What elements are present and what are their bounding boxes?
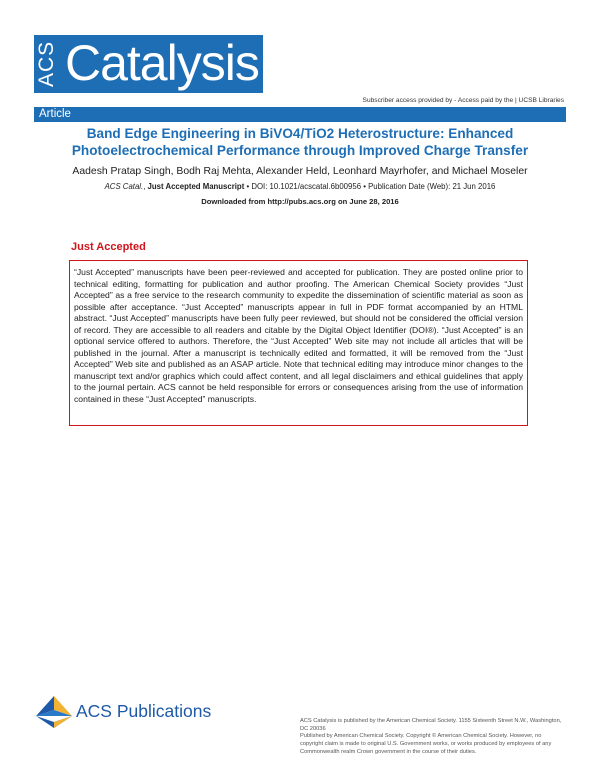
acs-publications-wordmark: ACS Publications xyxy=(76,701,212,721)
citation-details: • DOI: 10.1021/acscatal.6b00956 • Publication Date (Web): 21 Jun 2016 xyxy=(244,182,496,191)
article-citation: ACS Catal., Just Accepted Manuscript • DOI: 10.1021/acscatal.6b00956 • Publication Date (Web): 21 Jun 2016 xyxy=(104,182,496,191)
article-title: Band Edge Engineering in BiVO4/TiO2 Heterostructure: Enhanced Photoelectrochemical Performance through Improved Charge Transfer xyxy=(71,126,529,158)
footer-publisher-line: ACS Catalysis is published by the American Chemical Society. 1155 Sixteenth Street N.W., Washington, DC 20036 xyxy=(300,718,562,732)
journal-logo xyxy=(34,35,263,93)
logo-acs-prefix: ACS xyxy=(35,40,58,87)
subscriber-access-note: Subscriber access provided by - Access paid by the | UCSB Libraries xyxy=(362,97,564,104)
logo-journal-name: Catalysis xyxy=(65,35,259,91)
just-accepted-heading: Just Accepted xyxy=(71,241,146,253)
acs-publications-logo xyxy=(34,694,234,730)
footer-note xyxy=(300,718,562,757)
citation-status: Just Accepted Manuscript xyxy=(147,182,245,191)
download-note: Downloaded from http://pubs.acs.org on June 28, 2016 xyxy=(201,197,399,206)
acs-tetrahedron-icon xyxy=(34,694,74,730)
section-label-bar: Article xyxy=(34,107,566,122)
footer-copyright-line: Published by American Chemical Society. Copyright © American Chemical Society. However, no copyright claim is made to original U.S. Government works, or works produced by employees of any Commonwealth realm Crown government in the course of their duties. xyxy=(300,733,552,755)
citation-journal: ACS Catal. xyxy=(104,182,144,191)
article-authors: Aadesh Pratap Singh, Bodh Raj Mehta, Alexander Held, Leonhard Mayrhofer, and Michael Moseler xyxy=(72,166,528,177)
just-accepted-box xyxy=(69,260,528,426)
just-accepted-text: “Just Accepted” manuscripts have been peer-reviewed and accepted for publication. They are posted online prior to technical editing, formatting for publication and author proofing. The American Chemical Society provides “Just Accepted” as a free service to the research community to expedite the dissemination of scientific material as soon as possible after acceptance. “Just Accepted” manuscripts appear in full in PDF format accompanied by an HTML abstract. “Just Accepted” manuscripts have been fully peer reviewed, but should not be considered the official version of record. They are accessible to all readers and citable by the Digital Object Identifier (DOI®). “Just Accepted” is an optional service offered to authors. Therefore, the “Just Accepted” Web site may not include all articles that will be published in the journal. After a manuscript is technically edited and formatted, it will be removed from the “Just Accepted” Web site and published as an ASAP article. Note that technical editing may introduce minor changes to the manuscript text and/or graphics which could affect content, and all legal disclaimers and ethical guidelines that apply to the journal pertain. ACS cannot be held responsible for errors or consequences arising from the use of information contained in these “Just Accepted” manuscripts. xyxy=(74,267,523,404)
